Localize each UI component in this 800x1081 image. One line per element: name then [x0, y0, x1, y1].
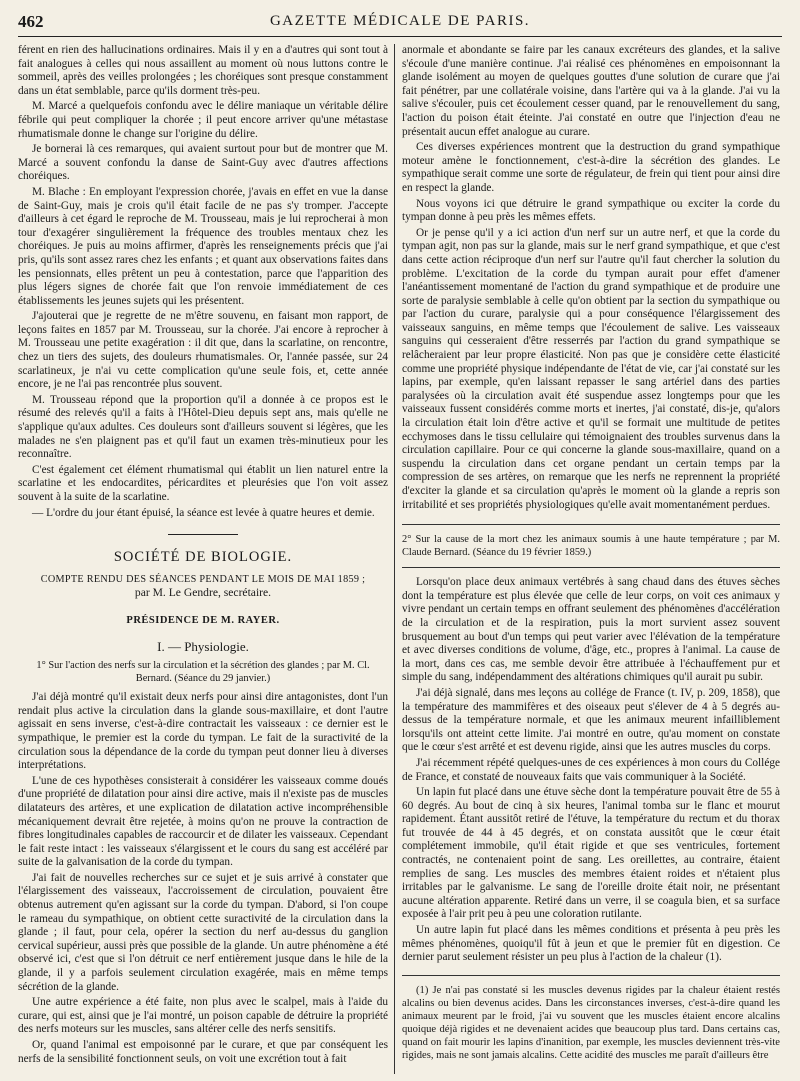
paragraph: Or je pense qu'il y a ici action d'un nerf sur un autre nerf, et que la corde du tympan agit, non pas sur la glande, mais sur le nerf grand sympathique, et que c'est dans cette action réciproque d'un nerf sur l'autre qu'il faut chercher la solution du problème. L'excitation de la corde du tympan aurait pour effet d'amener l'anéantissement momentané de l'action du grand sympathique et de produire une sorte de paralysie semblable à celle qu'on obtient par la section du sympathique ou par l'action du curare, paralysie qui a pour conséquence l'élargissement des vaisseaux sanguins, en même temps que l'écoulement de salive. Les vaisseaux sanguins qui cesseraient d'être resserrés par l'action du grand sympathique se relâcheraient par leur propre élasticité. Non pas que je considère cette élasticité comme une propriété physique indépendante de l'état de vie, car j'ai constaté sur les lapins, par exemple, qu'en laissant repasser le sang artériel dans des parties paralysées où la circulation avait été suspendue assez longtemps pour que les vaisseaux fussent considérés comme morts et inertes, j'ai constaté, dis-je, qu'alors la circulation était loin d'être active et qu'il se formait une multitude de petites ecchymoses dans le tissu cellulaire qui témoignaient des troubles survenus dans la circulation capillaire. Pour ce qui concerne la glande sous-maxillaire, quand on a suspendu la circulation dans cet organe pendant un certain temps par la compression de ses artères, on remarque que les nerfs ne reprennent la propriété d'exciter la glande et sa circulation qu'après le moment où la glande a repris son irritabilité et ses propriétés physiologiques qu'elle avait momentanément perdues.: [402, 226, 780, 511]
paragraph: Un lapin fut placé dans une étuve sèche dont la température pouvait être de 55 à 60 degrés. Au bout de cinq à six heures, l'animal tomba sur le flanc et mourut rapidement. Étant aussitôt retiré de l'étuve, la température du rectum et du thorax fut trouvée de 44 à 45 degrés, et on constata aussitôt que le cœur était complétement immobile, qu'il était rigide et que ses ventricules, fortement contractés, ne contenaient point de sang. Les oreillettes, au contraire, étaient remplies de sang. Les muscles des membres étaient roides et n'étaient plus irritables par le galvanisme. Le sang de l'oreille droite était noir, ne présentant aucune altération apparente. Retiré dans un verre, il se coagula bien, et sa surface exposée à l'air prit peu à peu une coloration rutilante.: [402, 786, 780, 921]
paragraph: Lorsqu'on place deux animaux vertébrés à sang chaud dans des étuves sèches dont la température est plus élevée que celle de leur corps, on voit ces animaux y vivre pendant un certain temps en offrant seulement des phénomènes d'accélération de la circulation et de la respiration, puis la mort survient assez souvent brusquement au bout d'un temps qui peut varier avec l'élévation de la température et avec diverses conditions de volume, d'âge, etc., propres à l'animal. La cause de la mort, dans ces cas, me semble devoir être attribuée à l'échauffement pur et simple du sang, indépendamment des altérations chimiques qu'il aurait pu subir.: [402, 576, 780, 684]
report-line: COMPTE RENDU DES SÉANCES PENDANT LE MOIS DE MAI 1859 ;: [40, 573, 366, 585]
article-title: 1° Sur l'action des nerfs sur la circulation et la sécrétion des glandes ; par M. Cl. Bernard. (Séance du 29 janvier.): [36, 660, 370, 685]
section-rule: [402, 567, 780, 568]
column-divider: [394, 44, 395, 1074]
paragraph: M. Blache : En employant l'expression chorée, j'avais en effet en vue la danse de Saint-Guy, mais je crois qu'il était facile de ne pas s'y tromper. J'accepte d'ailleurs à cet égard le reproche de M. Trousseau, mais je lui reprocherai à mon tour d'exagérer singulièrement la fréquence des troubles mentaux chez les choréiques. Je puis au moins affirmer, d'après les renseignements précis que j'ai pris, qu'ils sont assez rares chez les enfants ; et quant aux observations faites dans les pensionnats, elles prêtent un peu à contestation, parce que l'apparition des plus légers signes de chorée fait que l'on renvoie immédiatement de ces établissements les jeunes sujets qui les présentent.: [18, 185, 388, 307]
paragraph: J'ai fait de nouvelles recherches sur ce sujet et je suis arrivé à constater que l'élargissement des vaisseaux, l'accroissement de circulation, pouvaient être obtenus autrement qu'en agissant sur la corde du tympan. D'abord, si l'on coupe le rameau du sympathique, on obtient cette suractivité de la circulation dans la glande ; il faut, pour cela, opérer la section du nerf au-dessus du ganglion cervical supérieur, aussi près que possible de la glande. Un autre phénomène a été observé ici, c'est que si l'on détruit ce nerf entièrement jusque dans le hile de la glande, il y a parfois seulement circulation exagérée, mais en même temps sécrétion de la glande.: [18, 871, 388, 993]
report-heading: [18, 573, 388, 600]
paragraph: férent en rien des hallucinations ordinaires. Mais il y en a d'autres qui sont tout à fait analogues à celles qui nous assaillent au moment où nous luttons contre le sommeil, après des veilles prolongées ; les choréiques sont presque constamment dans un état semblable, parce qu'ils dorment très-peu.: [18, 44, 388, 97]
page-number: 462: [18, 12, 44, 31]
paragraph: Ces diverses expériences montrent que la destruction du grand sympathique moteur amène le fonctionnement, c'est-à-dire la sécrétion des glandes. Le sympathique serait comme une sorte de régulateur, de frein qui tient pour ainsi dire en respect la glande.: [402, 141, 780, 194]
paragraph: J'ai déjà signalé, dans mes leçons au collége de France (t. IV, p. 209, 1858), que la température des mammifères et des oiseaux peut s'élever de 4 à 5 degrés au-dessus de la température normale, et que les animaux meurent infailliblement lorsqu'ils ont atteint cette limite. J'ai montré en outre, qu'au moment on constate que le cœur s'est arrêté et est devenu rigide, ainsi que les autres muscles du corps.: [402, 686, 780, 754]
paragraph: J'ai déjà montré qu'il existait deux nerfs pour ainsi dire antagonistes, dont l'un rendait plus active la circulation dans la glande sous-maxillaire, et dont l'autre agissait en sens inverse, c'est-à-dire contractait les vaisseaux : ce dernier est le sympathique, le premier est la corde du tympan. Le fait de la suractivité de la circulation sous la dépendance de la corde du tympan peut donner lieu à diverses interprétations.: [18, 691, 388, 772]
section-heading: I. — Physiologie.: [157, 638, 249, 654]
paragraph: J'ai récemment répété quelques-unes de ces expériences à mon cours du Collége de France, et constaté de nouveaux faits que vais communiquer à la Société.: [402, 756, 780, 783]
footnote: (1) Je n'ai pas constaté si les muscles devenus rigides par la chaleur étaient restés alcalins ou bien devenus acides. Dans les circonstances inverses, c'est-à-dire quand les animaux meurent par le froid, j'ai vu souvent que les muscles étaient encore alcalins quoique déjà rigides et ne devenaient acides que beaucoup plus tard. Dans certains cas, quand on fait mourir les lapins d'inanition, par exemple, les muscles deviennent très-vite rigides, mais ne sont jamais alcalins. Cette acidité des muscles me paraît d'ailleurs être: [402, 984, 780, 1061]
journal-title: GAZETTE MÉDICALE DE PARIS.: [269, 13, 531, 29]
paragraph: M. Trousseau répond que la proportion qu'il a donnée à ce propos est le résumé des relevés qu'il a faits à l'Hôtel-Dieu depuis sept ans, mais qu'elle ne s'applique qu'aux adultes. Ces douleurs sont d'ailleurs souvent si légères, que les malades ne s'en plaignent pas et qu'il faut un examen très-minutieux pour les reconnaître.: [18, 393, 388, 461]
left-column: [18, 44, 388, 1074]
report-author: par M. Le Gendre, secrétaire.: [134, 586, 272, 600]
paragraph: M. Marcé a quelquefois confondu avec le délire maniaque un véritable délire fébrile qui peut compliquer la chorée ; il peut encore arriver qu'une métastase rhumatismale donne le change sur l'origine du délire.: [18, 100, 388, 140]
paragraph: Un autre lapin fut placé dans les mêmes conditions et présenta à peu près les mêmes phénomènes, quoiqu'il fût à jeun et que le premier fût en digestion. Ce dernier parut seulement résister un peu plus à l'action de la chaleur (1).: [402, 924, 780, 964]
paragraph: — L'ordre du jour étant épuisé, la séance est levée à quatre heures et demie.: [32, 506, 375, 519]
society-title: SOCIÉTÉ DE BIOLOGIE.: [113, 549, 293, 566]
article-title: 2° Sur la cause de la mort chez les animaux soumis à une haute température ; par M. Claude Bernard. (Séance du 19 février 1859.): [402, 534, 780, 559]
paragraph: J'ajouterai que je regrette de ne m'être souvenu, en faisant mon rapport, de leçons faites en 1857 par M. Trousseau, sur la chorée. J'ai encore à reprocher à M. Trousseau une petite exagération : il dit que, dans la scarlatine, on rencontre, chez un tiers des sujets, des douleurs rhumatismales. Or, l'année passée, sur 24 scarlatineux, je n'ai vu cette complication qu'une seule fois, et, cette année encore, je ne l'ai pas rencontrée plus souvent.: [18, 310, 388, 391]
footnote-rule: [402, 975, 780, 976]
presidency-line: PRÉSIDENCE DE M. RAYER.: [126, 614, 280, 626]
paragraph: anormale et abondante se faire par les canaux excréteurs des glandes, et la salive s'écoule d'une manière continue. J'ai réalisé ces phénomènes en empoisonnant la glande isolément au moyen de quelques gouttes d'une solution de curare que j'ai fait pénétrer, par une collatérale voisine, dans l'artère qui va à la glande. J'ai vu la salive s'écouler, puis cet écoulement cesser quand, par le renouvellement du sang, l'action du poison était éteinte. J'ai constaté en outre que l'injection d'eau ne présentait aucun effet analogue au curare.: [402, 44, 780, 138]
right-column: [402, 44, 780, 1074]
paragraph: C'est également cet élément rhumatismal qui établit un lien naturel entre la scarlatine et les endocardites, péricardites et pleurésies que l'on voit assez souvent à la suite de la scarlatine.: [18, 463, 388, 503]
paragraph: Une autre expérience a été faite, non plus avec le scalpel, mais à l'aide du curare, qui est, ainsi que je l'ai montré, un poison capable de détruire la propriété des nerfs moteurs sur les muscles, sans altérer celle des nerfs sensitifs.: [18, 996, 388, 1036]
page-header: [18, 10, 782, 37]
paragraph: Nous voyons ici que détruire le grand sympathique ou exciter la corde du tympan donne à peu près les mêmes effets.: [402, 197, 780, 224]
paragraph: L'une de ces hypothèses consisterait à considérer les vaisseaux comme doués d'une propriété de dilatation pour ainsi dire active, mais il n'existe pas de muscles dilatateurs des artères, et une explication de dilatation active incompréhensible mécaniquement devrait être rejetée, à moins qu'on ne prouve la contraction de fibres longitudinales capables de raccourcir et de dilater les vaisseaux. Cependant le fait reste intact : les vaisseaux s'élargissent et le cours du sang est accéléré par suite de la galvanisation de la corde du tympan.: [18, 774, 388, 869]
section-rule: [168, 534, 238, 535]
section-rule: [402, 524, 780, 525]
paragraph: Or, quand l'animal est empoisonné par le curare, et que par conséquent les nerfs de la sensibilité fonctionnent seuls, on voit une excrétion tout à fait: [18, 1039, 388, 1065]
paragraph: Je bornerai là ces remarques, qui avaient surtout pour but de montrer que M. Marcé a souvent confondu la danse de Saint-Guy avec d'autres affections choréiques.: [18, 143, 388, 183]
